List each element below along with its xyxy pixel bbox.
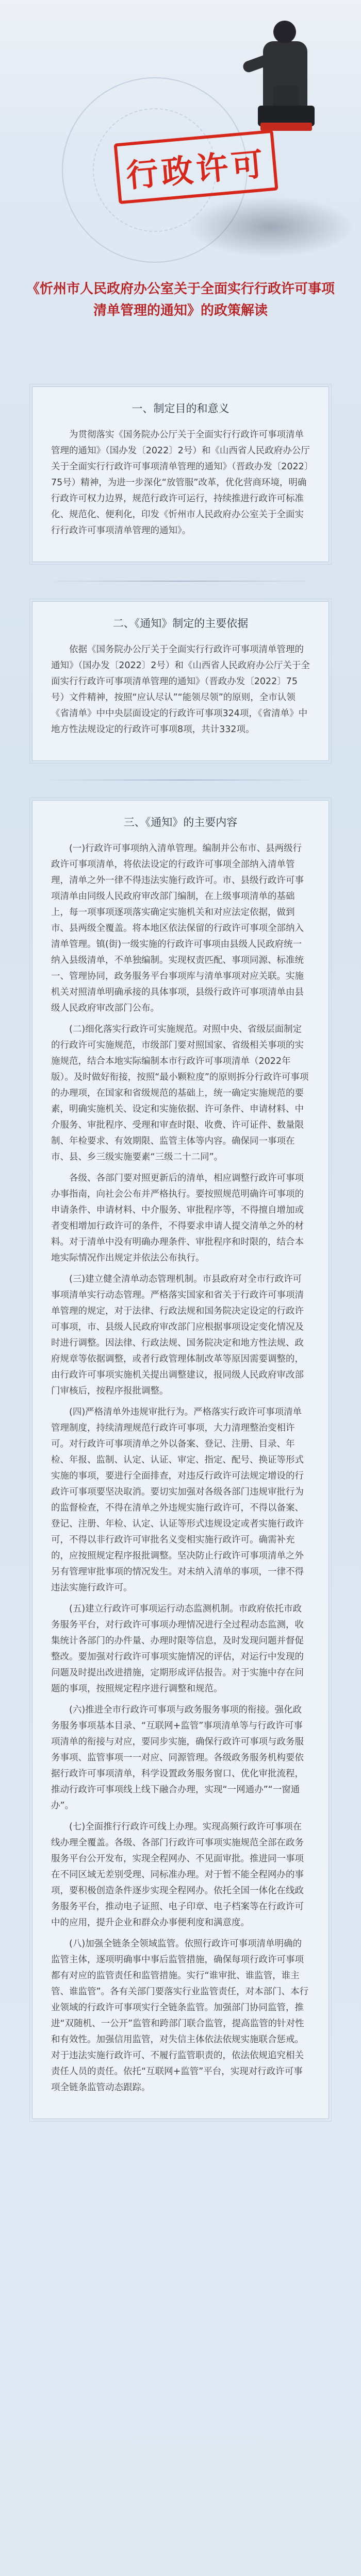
section-heading: 一、制定目的和意义 <box>132 402 229 415</box>
paragraph: (三)建立健全清单动态管理机制。市县政府对全市行政许可事项清单实行动态管理。严格落实国家和省关于行政许可事项清单管理的规定，对于法律、行政法规和国务院决定设定的行政许可事项，市、县级人民政府审改部门应根据事项设定变化情况及时进行调整。因法律、行政法规、国务院决定和地方性法规、政府规章等依据调整，或者行政管理体制改革等原因需要调整的，由行政许可事项实施机关提出调整建议，报同级人民政府审改部门审核后，按程序报批调整。 <box>51 1274 304 1396</box>
paragraph: 各级、各部门要对照更新后的清单，相应调整行政许可事项办事指南，向社会公布并严格执行。要按照规范明确许可事项的申请条件、申请材料、中介服务、审批程序等，不得擅自增加或者变相增加行政许可的条件，不得要求申请人提交清单之外的材料。对于清单中没有明确办理条件、审批程序和时限的，结合本地实际情况作出规定并依法公布执行。 <box>51 1173 304 1263</box>
main-content <box>0 386 361 2119</box>
divider <box>41 581 320 582</box>
section-heading: 三、《通知》的主要内容 <box>123 816 238 828</box>
paragraph: 为贯彻落实《国务院办公厅关于全面实行行政许可事项清单管理的通知》（国办发〔2022〕2号）和《山西省人民政府办公厅关于全面实行行政许可事项清单管理的通知》（晋政办发〔2022〕75号）精神，为进一步深化“放管服”改革，优化营商环境，明确行政许可权力边界，规范行政许可运行，持续推进行政许可标准化、规范化、便利化，印发《忻州市人民政府办公室关于全面实行行政许可事项清单管理的通知》。 <box>51 430 310 536</box>
paragraph: 依据《国务院办公厅关于全面实行行政许可事项清单管理的通知》（国办发〔2022〕2号）和《山西省人民政府办公厅关于全面实行行政许可事项清单管理的通知》（晋政办发〔2022〕75号）文件精神，按照“应认尽认”“能领尽领”的原则，全市认领《省清单》中中央层面设定的行政许可事项324项，《省清单》中地方性法规设定的行政许可事项8项，共计332项。 <box>51 645 310 735</box>
section-body <box>32 642 329 760</box>
page-title: 《忻州市人民政府办公室关于全面实行行政许可事项清单管理的通知》的政策解读 <box>26 281 335 318</box>
figure-head <box>273 21 296 43</box>
divider <box>41 779 320 781</box>
hero-banner <box>0 0 361 371</box>
section-body <box>32 427 329 562</box>
section-card <box>32 601 329 761</box>
paragraph: (五)建立行政许可事项运行动态监测机制。市政府依托市政务服务平台，对行政许可事项办理情况进行全过程动态监测，收集统计各部门的办件量、办理时限等信息，及时发现问题并督促整改。要加强对行政许可事项实施情况的评估，对运行中发现的问题及时提出改进措施，定期形成评估报告。对于实施中存在问题的事项，按照规定程序进行调整和规范。 <box>51 1604 304 1694</box>
paragraph: (二)细化落实行政许可实施规范。对照中央、省级层面制定的行政许可实施规范，市级部门要对照国家、省级相关事项的实施规范，结合本地实际编制本市行政许可事项清单（2022年版）。及时做好衔接，按照“最小颗粒度”的原则拆分行政许可事项的办理项，在国家和省级规范的基础上，统一确定实施规范的要素，明确实施机关、设定和实施依据、许可条件、申请材料、中介服务、审批程序、受理和审查时限、收费、许可证件、数量限制、年检要求、有效期限、监管主体等内容。确保同一事项在市、县、乡三级实施要素“三级二十二同”。 <box>51 1024 309 1162</box>
section-body <box>32 841 329 2119</box>
paragraph: (七)全面推行行政许可线上办理。实现高频行政许可事项在线办理全覆盖。各级、各部门行政许可事项实施规范全部在政务服务平台公开发布，实现全程网办、不见面审批。推进同一事项在不同区域无差别受理、同标准办理。对于暂不能全程网办的事项，要积极创造条件逐步实现全程网办。依托全国一体化在线政务服务平台，推动电子证照、电子印章、电子档案等在行政许可中的应用，提升企业和群众办事便利度和满意度。 <box>51 1822 304 1928</box>
section-card <box>32 386 329 562</box>
paragraph: (六)推进全市行政许可事项与政务服务事项的衔接。强化政务服务事项基本目录、“互联网+监管”事项清单等与行政许可事项清单的衔接与对应，要同步实施，确保行政许可事项与政务服务事项、监管事项一一对应、同源管理。各级政务服务机构要依据行政许可事项清单，科学设置政务服务窗口、优化审批流程，推动行政许可事项线上线下融合办理，实现“一网通办”“一窗通办”。 <box>51 1705 304 1811</box>
stamp-text: 行政许可 <box>124 144 268 195</box>
section-card <box>32 800 329 2119</box>
stamp-shadow <box>186 196 356 258</box>
paragraph: (四)严格清单外违规审批行为。严格落实行政许可事项清单管理制度，持续清理规范行政许可事项，大力清理整治变相许可。对行政许可事项清单之外以备案、登记、注册、目录、年检、年报、监制、认定、认证、审定、指定、配号、换证等形式实施的事项，要进行全面排查，对违反行政许可法规定增设的行政许可事项要坚决取消。要切实加强对各级各部门违规审批行为的监督检查，不得在清单之外违规实施行政许可，不得以备案、登记、注册、年检、认定、认证等形式违规设定或者实施行政许可，不得以非行政许可审批名义变相实施行政许可。确需补充的，应按照规定程序报批调整。坚决防止行政许可事项清单之外另有管理审批事项的情况发生。对未纳入清单的事项，一律不得违法实施行政许可。 <box>51 1407 304 1593</box>
section-heading: 二、《通知》制定的主要依据 <box>112 617 249 630</box>
paragraph: (八)加强全链条全领域监管。依照行政许可事项清单明确的监管主体，逐项明确事中事后监管措施，确保每项行政许可事项都有对应的监管责任和监管措施。实行“谁审批、谁监管，谁主管、谁监管”。各有关部门要落实行业监管责任，对本部门、本行业领域的行政许可事项实行全链条监管。加强部门协同监管，推进“双随机、一公开”监管和跨部门联合监管，提高监管的针对性和有效性。加强信用监管，对失信主体依法依规实施联合惩戒。对于违法实施行政许可、不履行监管职责的，依法依规追究相关责任人员的责任。依托“互联网+监管”平台，实现对行政许可事项全链条监管动态跟踪。 <box>51 1939 309 2093</box>
paragraph: (一)行政许可事项纳入清单管理。编制并公布市、县两级行政许可事项清单，将依法设定的行政许可事项全部纳入清单管理，清单之外一律不得违法实施行政许可。市、县级行政许可事项清单由同级人民政府审改部门编制，在上级事项清单的基础上，每一项事项逐项落实确定实施机关和对应法定依据，做到市、县两级全覆盖。将本地区依法保留的行政许可事项全部纳入清单管理。镇(街)一级实施的行政许可事项由县级人民政府统一纳入县级清单，不单独编制。实现权责匹配、事项同源、标准统一、管理协同，政务服务平台事项库与清单事项对应关联。实施机关对照清单明确承接的具体事项，县级行政许可事项清单由县级人民政府审改部门公布。 <box>51 843 304 1013</box>
